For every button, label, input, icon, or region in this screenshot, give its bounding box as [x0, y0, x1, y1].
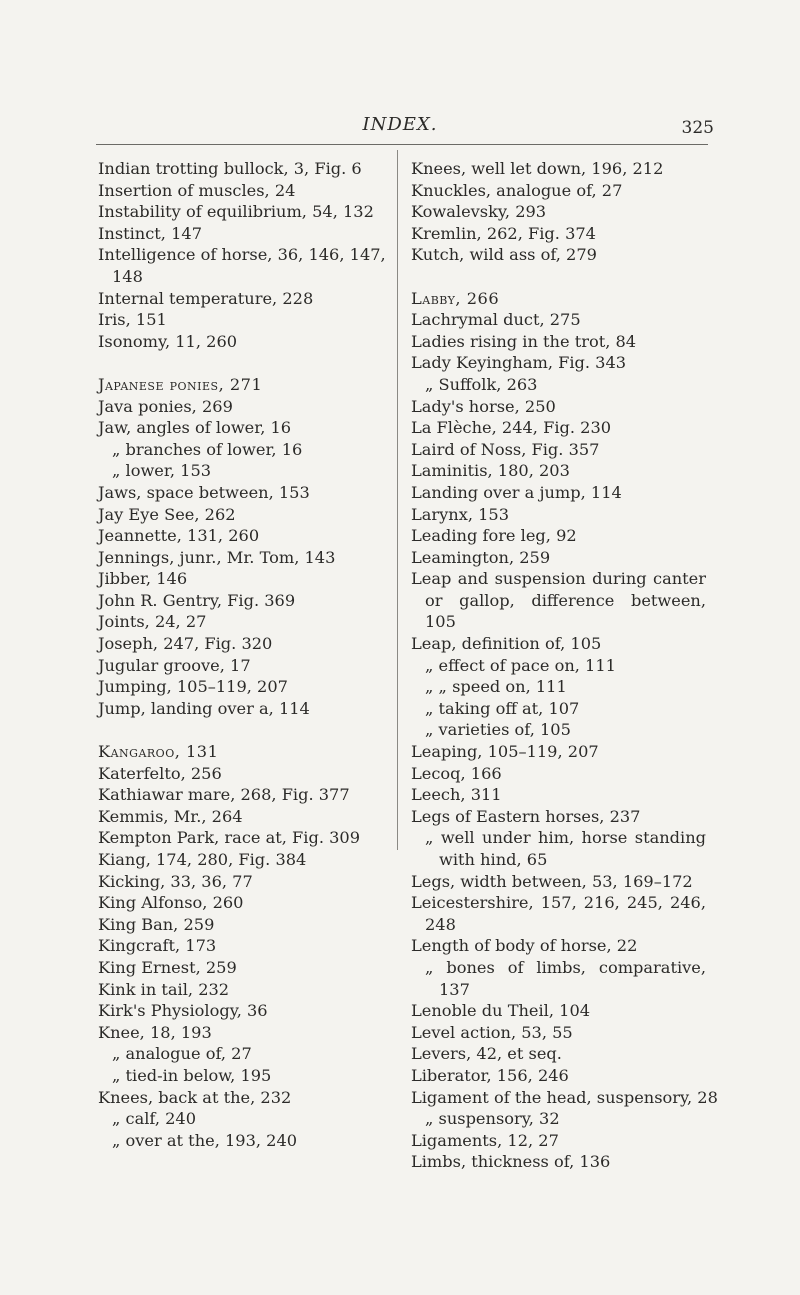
index-entry: Kirk's Physiology, 36 [98, 1001, 268, 1021]
index-column-right [411, 158, 718, 1173]
index-entry: Lachrymal duct, 275 [411, 310, 581, 330]
index-entry: Jay Eye See, 262 [98, 504, 236, 524]
page-header [0, 112, 800, 142]
index-entry: Iris, 151 [98, 310, 167, 330]
index-entry: Leading fore leg, 92 [411, 526, 577, 546]
index-entry-section-j [98, 374, 388, 396]
column-divider [397, 150, 398, 850]
section-heading-k: Kangaroo, 131 [98, 742, 219, 762]
index-entry: John R. Gentry, Fig. 369 [98, 590, 296, 610]
section-gap [98, 719, 388, 741]
index-entry: Joints, 24, 27 [98, 612, 207, 632]
index-subentry: „ calf, 240 [112, 1109, 197, 1129]
index-entry: Kingcraft, 173 [98, 936, 217, 956]
index-entry: Knees, well let down, 196, 212 [411, 159, 664, 178]
index-subentry: „ tied-in below, 195 [112, 1065, 272, 1085]
index-entry: Laminitis, 180, 203 [411, 461, 570, 481]
index-subentry: „ well under him, horse standing with hind, 65 [425, 828, 706, 869]
index-entry: Lady Keyingham, Fig. 343 [411, 353, 627, 373]
index-subentry: „ taking off at, 107 [425, 698, 580, 718]
index-entry: Instinct, 147 [98, 223, 202, 243]
index-entry: Leech, 311 [411, 785, 502, 805]
index-entry: Indian trotting bullock, 3, Fig. 6 [98, 159, 362, 178]
index-entry: Instability of equilibrium, 54, 132 [98, 202, 374, 222]
index-entry: King Alfonso, 260 [98, 893, 244, 913]
section-gap [98, 352, 388, 374]
section-heading-l: Labby, 266 [411, 288, 500, 308]
index-entry: Kemmis, Mr., 264 [98, 806, 243, 826]
index-entry: Ladies rising in the trot, 84 [411, 331, 637, 351]
index-entry: King Ernest, 259 [98, 957, 237, 977]
index-entry: Jugular groove, 17 [98, 655, 251, 675]
index-entry: Leap, definition of, 105 [411, 634, 602, 654]
page-title: INDEX. [362, 114, 438, 135]
index-entry: Leamington, 259 [411, 547, 551, 567]
index-entry: Knuckles, analogue of, 27 [411, 180, 623, 200]
index-entry: Ligaments, 12, 27 [411, 1130, 559, 1150]
index-entry: Jaw, angles of lower, 16 [98, 418, 292, 438]
index-entry: Liberator, 156, 246 [411, 1065, 569, 1085]
index-entry: Katerfelto, 256 [98, 763, 222, 783]
index-entry: Legs of Eastern horses, 237 [411, 806, 641, 826]
index-entry: Jumping, 105–119, 207 [98, 677, 288, 697]
index-entry: Jeannette, 131, 260 [98, 526, 260, 546]
index-entry: Lenoble du Theil, 104 [411, 1001, 591, 1021]
index-entry: Jaws, space between, 153 [98, 482, 310, 502]
section-gap [411, 266, 706, 288]
index-entry: Leap and suspension during canter or gallop, difference between, 105 [411, 569, 706, 632]
page-number: 325 [681, 118, 714, 138]
index-entry: Intelligence of horse, 36, 146, 147, [98, 245, 386, 265]
index-subentry: „ over at the, 193, 240 [112, 1130, 298, 1150]
index-subentry: „ lower, 153 [112, 461, 212, 481]
index-entry-section-l [411, 288, 706, 310]
index-subentry: „ branches of lower, 16 [112, 439, 303, 459]
index-entry: Kowalevsky, 293 [411, 202, 547, 222]
index-subentry: „ „ speed on, 111 [425, 677, 567, 697]
index-entry: Larynx, 153 [411, 504, 510, 524]
index-entry-continuation: 148 [112, 266, 143, 286]
section-heading-j: Japanese ponies, 271 [98, 374, 263, 394]
index-entry: Ligament of the head, suspensory, 28 [411, 1087, 718, 1107]
index-entry: Kutch, wild ass of, 279 [411, 245, 597, 265]
index-column-left [98, 158, 388, 1151]
index-entry: La Flèche, 244, Fig. 230 [411, 418, 612, 438]
index-entry: Lady's horse, 250 [411, 396, 556, 416]
index-entry: Kremlin, 262, Fig. 374 [411, 223, 596, 243]
index-entry: Kicking, 33, 36, 77 [98, 871, 253, 891]
index-entry: Kempton Park, race at, Fig. 309 [98, 828, 361, 848]
index-entry: Knees, back at the, 232 [98, 1087, 292, 1107]
index-entry: Limbs, thickness of, 136 [411, 1152, 611, 1172]
index-entry: Java ponies, 269 [98, 396, 233, 416]
index-subentry: „ analogue of, 27 [112, 1044, 252, 1064]
index-subentry: „ effect of pace on, 111 [425, 655, 616, 675]
index-entry: Internal temperature, 228 [98, 288, 314, 308]
index-entry: Kiang, 174, 280, Fig. 384 [98, 850, 307, 869]
index-entry: Laird of Noss, Fig. 357 [411, 439, 600, 459]
index-subentry: „ varieties of, 105 [425, 720, 571, 740]
index-entry: Landing over a jump, 114 [411, 482, 622, 502]
index-subentry: „ bones of limbs, comparative, 137 [425, 957, 706, 999]
index-entry: Kink in tail, 232 [98, 979, 230, 999]
index-entry: Leicestershire, 157, 216, 245, 246, 248 [411, 893, 706, 934]
index-entry: Joseph, 247, Fig. 320 [98, 634, 273, 654]
index-entry: Levers, 42, et seq. [411, 1044, 562, 1064]
index-entry: Knee, 18, 193 [98, 1022, 212, 1042]
index-entry: Isonomy, 11, 260 [98, 331, 238, 351]
index-entry: Level action, 53, 55 [411, 1022, 573, 1042]
index-entry: Leaping, 105–119, 207 [411, 742, 599, 762]
index-entry: Length of body of horse, 22 [411, 936, 638, 956]
index-entry: Insertion of muscles, 24 [98, 180, 296, 200]
index-subentry: „ Suffolk, 263 [425, 374, 538, 394]
index-entry: Lecoq, 166 [411, 763, 502, 783]
index-entry: Legs, width between, 53, 169–172 [411, 871, 693, 891]
index-entry: Jibber, 146 [98, 569, 188, 589]
header-rule [96, 144, 708, 145]
index-entry: King Ban, 259 [98, 914, 215, 934]
index-entry: Kathiawar mare, 268, Fig. 377 [98, 785, 350, 805]
index-subentry: „ suspensory, 32 [425, 1109, 560, 1129]
index-entry: Jennings, junr., Mr. Tom, 143 [98, 547, 336, 567]
index-entry: Jump, landing over a, 114 [98, 698, 310, 718]
index-entry-section-k [98, 741, 388, 763]
